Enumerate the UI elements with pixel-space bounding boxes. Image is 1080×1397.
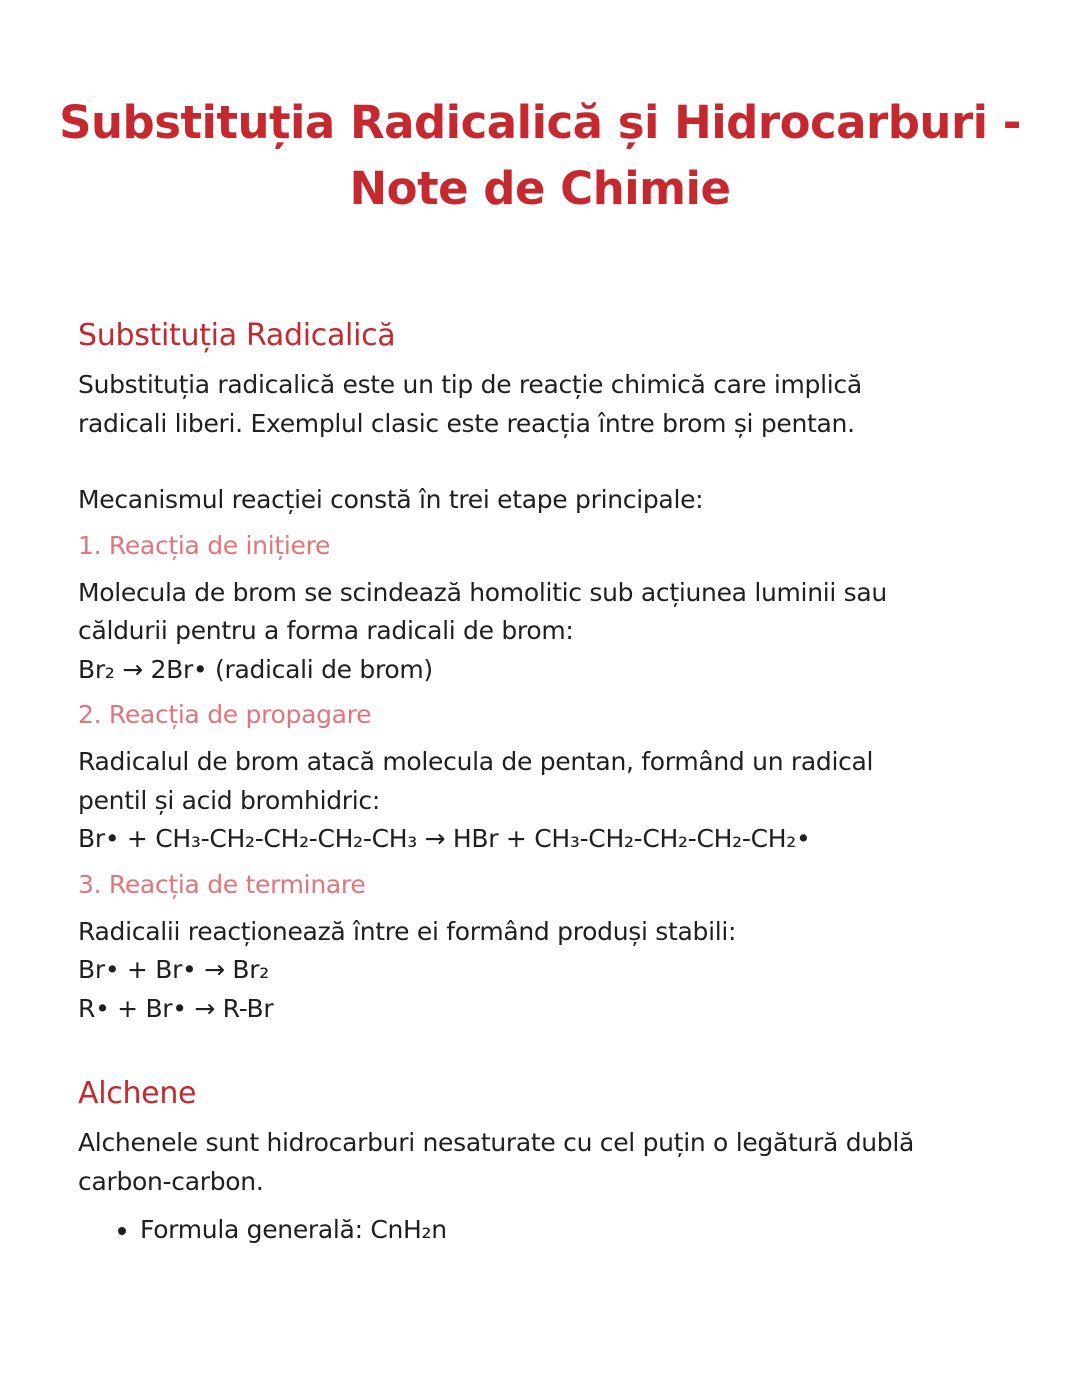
text-line: căldurii pentru a forma radicali de brom: bbox=[78, 616, 574, 645]
title-line-2: Note de Chimie bbox=[349, 162, 731, 215]
equation: Br• + Br• → Br₂ bbox=[78, 955, 269, 984]
step-heading-propagation: 2. Reacția de propagare bbox=[78, 700, 372, 729]
text-line: Alchenele sunt hidrocarburi nesaturate cu cel puțin o legătură dublă bbox=[78, 1128, 915, 1157]
step-heading-termination: 3. Reacția de terminare bbox=[78, 869, 366, 899]
text-line: carbon-carbon. bbox=[78, 1166, 264, 1196]
equation: Br₂ → 2Br• (radicali de brom) bbox=[78, 654, 433, 684]
text-line: Radicalii reacționează între ei formând produși stabili: bbox=[78, 916, 737, 946]
bullet-list bbox=[78, 1211, 1020, 1249]
text-line: Substituția radicalică este un tip de reacție chimică care implică bbox=[78, 370, 862, 399]
step-text bbox=[78, 574, 1020, 690]
equation: R• + Br• → R-Br bbox=[78, 993, 274, 1023]
text-line: pentil și acid bromhidric: bbox=[78, 785, 380, 815]
step-text bbox=[78, 743, 1020, 859]
page-title bbox=[40, 90, 1040, 222]
step-text bbox=[78, 913, 1020, 1029]
paragraph bbox=[78, 1124, 1020, 1201]
document-body bbox=[78, 316, 1020, 1249]
equation: Br• + CH₃-CH₂-CH₂-CH₂-CH₃ → HBr + CH₃-CH₂-CH₂-CH₂-CH₂• bbox=[78, 824, 811, 853]
text-line: Molecula de brom se scindează homolitic sub acțiunea luminii sau bbox=[78, 577, 887, 607]
step-heading-initiation: 1. Reacția de inițiere bbox=[78, 530, 331, 560]
section-heading-radical-substitution: Substituția Radicalică bbox=[78, 318, 396, 353]
section-heading-alkenes: Alchene bbox=[78, 1076, 197, 1111]
text-line: Radicalul de brom atacă molecula de pentan, formând un radical bbox=[78, 747, 874, 776]
paragraph bbox=[78, 366, 1020, 443]
title-line-1: Substituția Radicalică și Hidrocarburi - bbox=[59, 96, 1021, 149]
mechanism-intro: Mecanismul reacției constă în trei etape principale: bbox=[78, 485, 704, 514]
list-item: • Formula generală: CnH₂n bbox=[140, 1211, 1020, 1249]
text-line: radicali liberi. Exemplul clasic este reacția între brom și pentan. bbox=[78, 408, 855, 438]
